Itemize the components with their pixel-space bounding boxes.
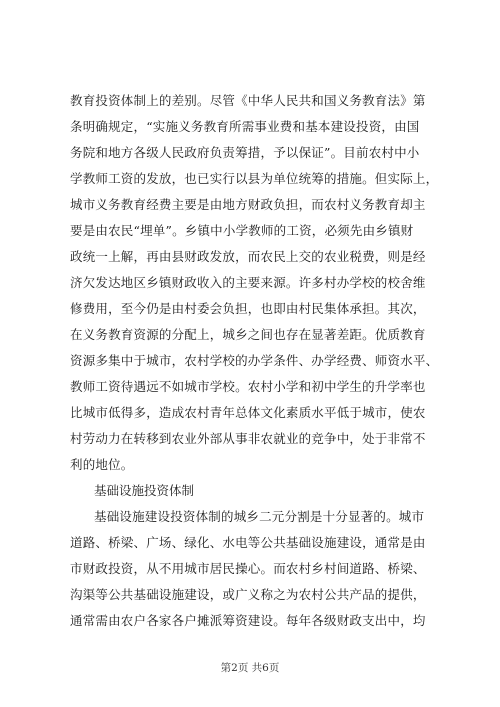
- text-line: 教育投资体制上的差别。尽管《中华人民共和国义务教育法》第: [70, 93, 426, 108]
- paragraph-2: [70, 504, 440, 634]
- text-line: 修费用，至今仍是由村委会负担，也即由村民集体承担。其次，: [70, 301, 426, 316]
- text-line: 在义务教育资源的分配上，城乡之间也存在显著差距。优质教育: [70, 327, 426, 342]
- text-line: 教师工资待遇远不如城市学校。农村小学和初中学生的升学率也: [70, 379, 426, 394]
- text-line: 利的地位。: [70, 457, 134, 472]
- text-line: 要是由农民“埋单”。乡镇中小学教师的工资，必须先由乡镇财: [70, 223, 414, 238]
- paragraph-1: [70, 88, 440, 478]
- text-line: 资源多集中于城市，农村学校的办学条件、办学经费、师资水平、: [70, 353, 439, 368]
- text-line: 济欠发达地区乡镇财政收入的主要来源。许多村办学校的校舍维: [70, 275, 426, 290]
- text-line: 村劳动力在转移到农业外部从事非农就业的竞争中，处于非常不: [70, 431, 426, 446]
- text-line: 政统一上解，再由县财政发放，而农民上交的农业税费，则是经: [70, 249, 426, 264]
- text-line: 道路、桥梁、广场、绿化、水电等公共基础设施建设，通常是由: [70, 535, 426, 550]
- text-line: 比城市低得多，造成农村青年总体文化素质水平低于城市，使农: [70, 405, 426, 420]
- text-line: 条明确规定，“实施义务教育所需事业费和基本建设投资，由国: [70, 119, 420, 134]
- text-line: 基础设施建设投资体制的城乡二元分割是十分显著的。城市: [94, 509, 425, 524]
- text-line: 沟渠等公共基础设施建设，或广义称之为农村公共产品的提供，: [70, 587, 426, 602]
- text-line: 务院和地方各级人民政府负责筹措，予以保证”。目前农村中小: [70, 145, 420, 160]
- text-line: 学教师工资的发放，也已实行以县为单位统筹的措施。但实际上，: [70, 171, 439, 186]
- page-number-footer: 第2页 共6页: [220, 662, 280, 674]
- section-heading: 基础设施投资体制: [94, 483, 195, 498]
- text-line: 通常需由农户各家各户摊派筹资建设。每年各级财政支出中，均: [70, 613, 426, 628]
- text-line: 市财政投资，从不用城市居民操心。而农村乡村间道路、桥梁、: [70, 561, 426, 576]
- document-body: [70, 88, 440, 634]
- text-line: 城市义务教育经费主要是由地方财政负担，而农村义务教育却主: [70, 197, 426, 212]
